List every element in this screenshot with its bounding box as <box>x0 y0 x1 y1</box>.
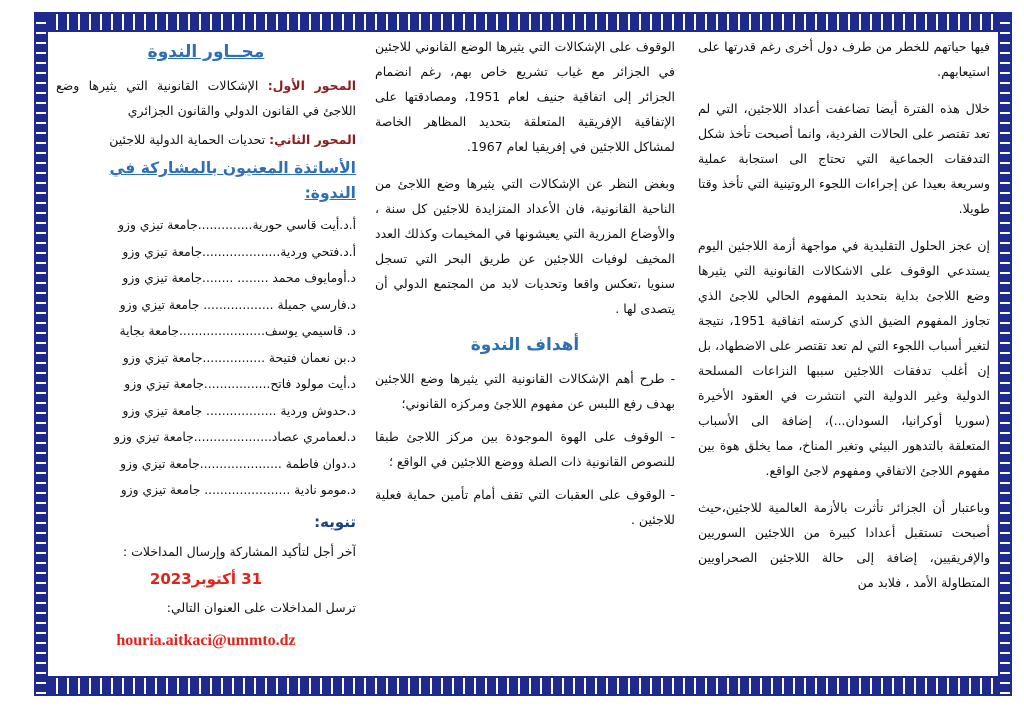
axis-1-text: الإشكالات القانونية التي يثيرها وضع اللاجئ في القانون الدولي والقانون الجزائري <box>56 78 356 118</box>
list-item: د.حدوش وردية .................. جامعة تيزي وزو <box>122 403 356 418</box>
decorative-border-left <box>34 12 48 696</box>
middle-column <box>375 34 675 674</box>
axis-1 <box>56 73 356 123</box>
notice-heading: تنويه: <box>314 512 356 531</box>
decorative-border-bottom <box>34 676 1012 696</box>
decorative-border-right <box>998 12 1012 696</box>
list-item: أ.د.أيت قاسي حورية..............جامعة تيزي وزو <box>118 218 356 232</box>
paragraph: خلال هذه الفترة أيضا تضاعفت أعداد اللاجئين، التي لم تعد تقتصر على الحالات الفردية، وانما أصبحت تأخذ شكل التدفقات الجماعية التي تحتاج الى استجابة عملية وسريعة بعيدا عن إجراءات اللجوء الروتينية التي تأخذ وقتا طويلا. <box>698 101 990 216</box>
deadline-date: 31 أكتوبر2023 <box>149 569 263 588</box>
paragraph: فيها حياتهم للخطر من طرف دول أخرى رغم قدرتها على استيعابهم. <box>698 39 990 79</box>
professors-heading: الأساتذة المعنيون بالمشاركة في الندوة: <box>109 159 356 202</box>
list-item: د.مومو نادية ...................... جامعة تيزي وزو <box>120 483 356 497</box>
list-item: د.أيت مولود فاتح.................جامعة تيزي وزو <box>124 377 356 391</box>
list-item: د. قاسيمي يوسف......................جامعة بجاية <box>119 324 356 338</box>
paragraph: إن عجز الحلول التقليدية في مواجهة أزمة اللاجئين اليوم يستدعي الوقوف على الاشكالات القانونية التي يثيرها وضع اللاجئ بداية بتحديد المفهوم الحالي للاجئ الذي تجاوز المفهوم الضيق الذي كرسته اتفاقية 1951، نتيجة لتغير أسباب اللجوء التي لم تعد تقتصر على الاضطهاد، بل إن أغلب تدفقات اللاجئين سببها النزاعات المسلحة الدولية وغير الدولية التي انتشرت في العقود الأخيرة (سوريا أوكرانيا، السودان...)، إضافة الى الأسباب المتعلقة بالتدهور البيئي وتغير المناخ، مما يخلق هوة بين مفهوم اللاجئ الاتفاقي ومفهوم لاجئ الواقع. <box>698 238 990 478</box>
list-item: د.أومايوف محمد ........ ........جامعة تيزي وزو <box>122 271 356 285</box>
paragraph: الوقوف على الإشكالات التي يثيرها الوضع القانوني للاجئين في الجزائر مع غياب تشريع خاص بهم، رغم انضمام الجزائر إلى اتفاقية جنيف لعام 1951، ومصادقتها على الإتفاقية الإفريقية المتعلقة بتحديد المظاهر الخاصة لمشاكل اللاجئين في إفريقيا لعام 1967. <box>375 39 675 154</box>
list-item: د.دوان فاطمة .....................جامعة تيزي وزو <box>120 456 356 471</box>
paragraph: وبغض النظر عن الإشكالات التي يثيرها وضع اللاجئ من الناحية القانونية، فان الأعداد المتزايدة للاجئين كل سنة ، والأوضاع المزرية التي يعيشونها في المخيمات وكذلك العدد المخيف لوفيات اللاجئين عن طريق البحر التي تسجل سنويا ،تعكس واقعا وتحديات لابد من المجتمع الدولي أن يتصدى لها . <box>375 176 675 316</box>
decorative-border-top <box>34 12 1012 32</box>
axis-2-label: المحور الثاني: <box>269 132 356 147</box>
goals-heading: أهداف الندوة <box>470 335 580 355</box>
paragraph: وباعتبار أن الجزائر تأثرت بالأزمة العالمية للاجئين،حيث أصبحت تستقبل أعدادا كبيرة من اللاجئين السوريين والإفريقيين، إضافة إلى حالة اللاجئين الصحراويين المتطاولة الأمد ، فلابد من <box>698 500 990 590</box>
contact-email[interactable]: houria.aitkaci@ummto.dz <box>116 631 296 649</box>
axis-2 <box>56 127 356 152</box>
list-item: د.بن نعمان فتيحة ................جامعة تيزي وزو <box>122 350 356 365</box>
goal-item: - طرح أهم الإشكالات القانونية التي يثيرها وضع اللاجئين بهدف رفع اللبس عن مفهوم اللاجئ ومركزه القانوني؛ <box>375 371 675 411</box>
deadline-text: آخر أجل لتأكيد المشاركة وإرسال المداخلات : <box>122 543 356 559</box>
right-column <box>698 34 990 674</box>
axes-heading: محــاور الندوة <box>147 42 265 62</box>
list-item: د.فارسي جميلة .................. جامعة تيزي وزو <box>119 297 356 312</box>
professors-list <box>56 212 356 504</box>
list-item: أ.د.فتحي وردية....................جامعة تيزي وزو <box>122 244 356 259</box>
list-item: د.لعمامري عصاد....................جامعة تيزي وزو <box>114 430 356 444</box>
left-column <box>56 34 356 674</box>
axis-2-text: تحديات الحماية الدولية للاجئين <box>109 132 266 147</box>
goal-item: - الوقوف على الهوة الموجودة بين مركز اللاجئ طبقا للنصوص القانونية ذات الصلة ووضع اللاجئين في الواقع ؛ <box>375 429 675 469</box>
send-instructions: ترسل المداخلات على العنوان التالي: <box>166 599 356 615</box>
axis-1-label: المحور الأول: <box>267 78 356 93</box>
goal-item: - الوقوف على العقبات التي تقف أمام تأمين حماية فعلية للاجئين . <box>375 487 675 527</box>
